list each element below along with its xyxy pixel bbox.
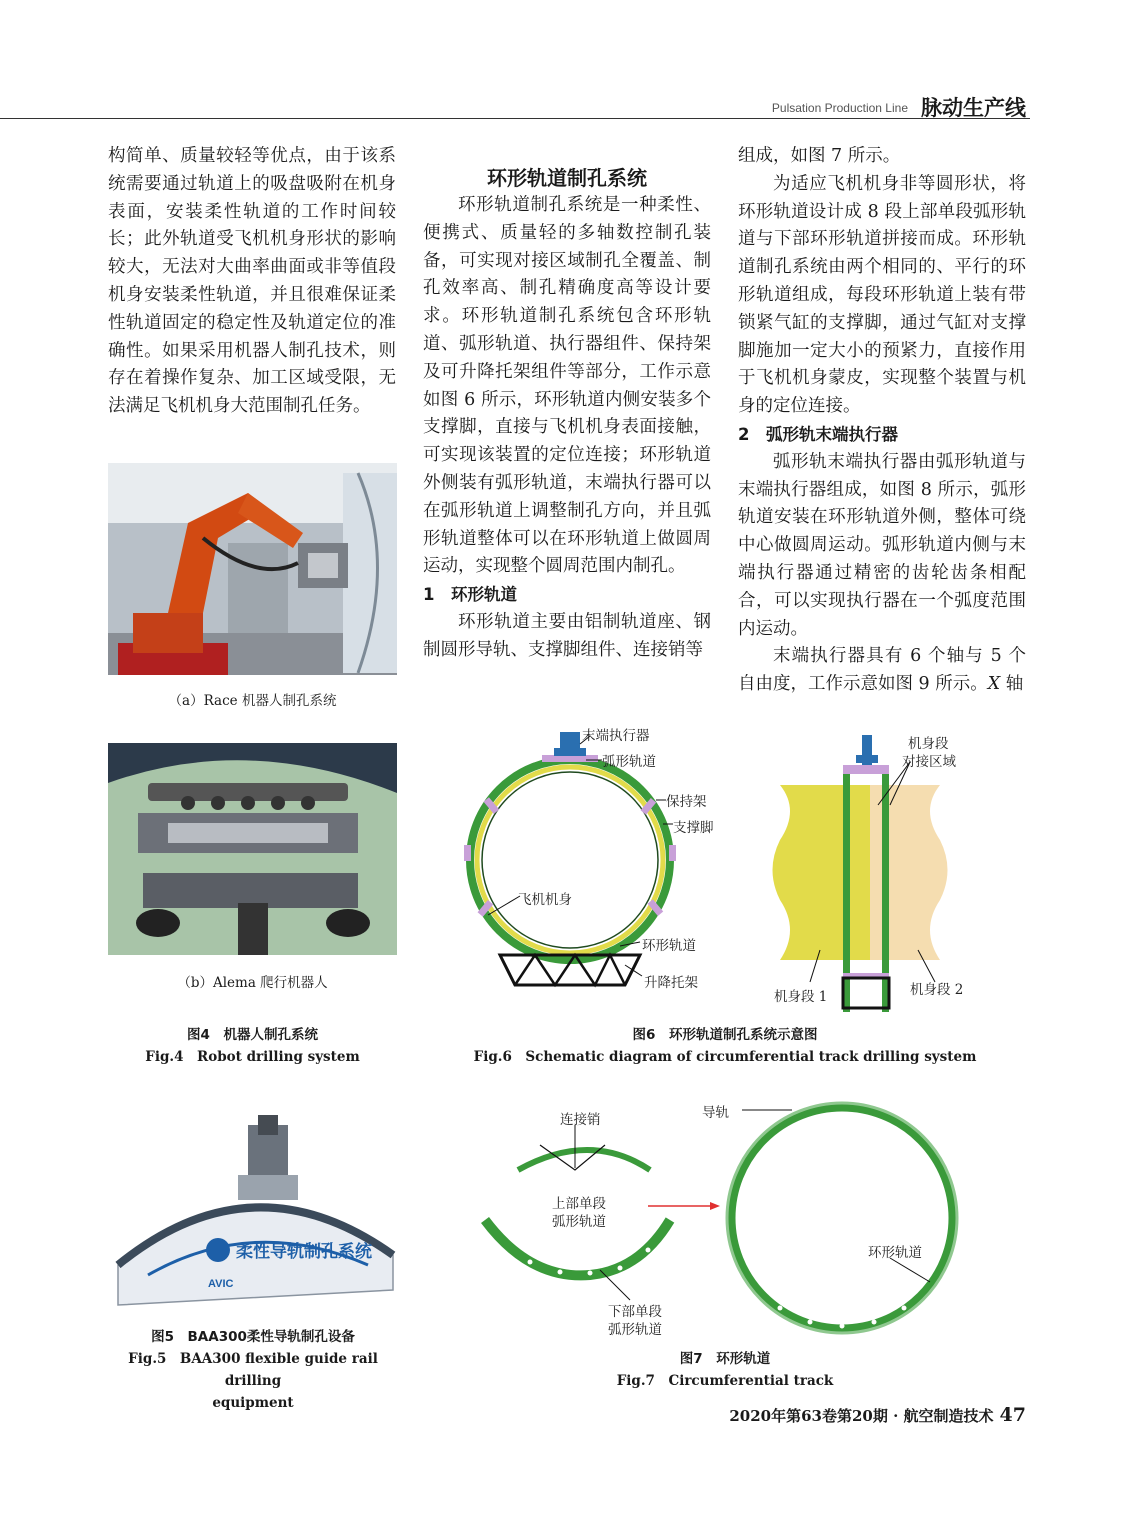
fig7-caption xyxy=(560,1348,890,1392)
col2-paragraph-2: 环形轨道主要由铝制轨道座、钢制圆形导轨、支撑脚组件、连接销等 xyxy=(423,611,711,660)
fig6-label-fuselage: 飞机机身 xyxy=(518,892,572,908)
fig4-caption xyxy=(108,1024,397,1068)
fig5-brand: AVIC xyxy=(208,1278,234,1290)
fig6-label-arc-track: 弧形轨道 xyxy=(602,754,656,770)
fig7-label-lower-1: 下部单段 xyxy=(608,1304,662,1320)
fig7-label-pin: 连接销 xyxy=(560,1112,601,1128)
fig7-ring-track xyxy=(732,1108,952,1328)
fig6-ring-track xyxy=(470,760,670,960)
fig4a-caption: （a）Race 机器人制孔系统 xyxy=(168,693,337,709)
col3-paragraph-2: 弧形轨末端执行器由弧形轨道与末端执行器组成，如图 8 所示，弧形轨道安装在环形轨道外侧，整体可绕中心做圆周运动。弧形轨道内侧与末端执行器通过精密的齿轮齿条相配合，可以实现执行器在一个弧度范围内运动。 xyxy=(738,451,1026,639)
footer xyxy=(729,1404,1026,1426)
fig7-label-lower-2: 弧形轨道 xyxy=(608,1322,662,1338)
fig6-ring-schematic xyxy=(460,720,720,1000)
fig6-label-segment-2: 机身段 2 xyxy=(910,982,964,998)
fig6-label-ring-track: 环形轨道 xyxy=(642,938,696,954)
col2-paragraph-1: 环形轨道制孔系统是一种柔性、便携式、质量轻的多轴数控制孔装备，可实现对接区域制孔全覆盖、制孔效率高、制孔精确度高等设计要求。环形轨道制孔系统包含环形轨道、弧形轨道、执行器组件、保持架及可升降托架组件等部分，工作示意如图 6 所示，环形轨道内侧安装多个支撑脚，直接与飞机机身表面接触，可实现该装置的定位连接；环形轨道外侧装有弧形轨道，末端执行器可以在弧形轨道上调整制孔方向，并且弧形轨道整体可以在环形轨道上做圆周运动，实现整个圆周范围内制孔。 xyxy=(423,195,711,577)
fig6-label-support-foot: 支撑脚 xyxy=(673,820,714,836)
fig6-segment-1 xyxy=(773,785,871,960)
fig6-fuselage xyxy=(482,772,658,948)
fig7-track-drawing xyxy=(470,1090,990,1350)
col3-paragraph-3 xyxy=(738,643,1026,699)
fig7-label-ring: 环形轨道 xyxy=(868,1245,922,1261)
fig4b-photo xyxy=(108,743,397,955)
fig4b-caption: （b）Alema 爬行机器人 xyxy=(177,975,328,991)
fig4-caption-en: Fig.4 Robot drilling system xyxy=(145,1049,360,1065)
fig5-caption xyxy=(108,1326,398,1414)
fig5-caption-en-2: equipment xyxy=(212,1395,294,1411)
col3-paragraph-0: 组成，如图 7 所示。 xyxy=(738,146,901,166)
fig7-label-guide: 导轨 xyxy=(702,1105,729,1121)
fig6-label-lift-bracket: 升降托架 xyxy=(644,975,698,991)
subsection-1-heading: 1 环形轨道 xyxy=(423,585,517,605)
col3-paragraph-3-tail: 轴 xyxy=(1000,674,1024,695)
col3-paragraph-1: 为适应飞机机身非等圆形状，将环形轨道设计成 8 段上部单段弧形轨道与下部环形轨道拼接而成。环形轨道制孔系统由两个相同的、平行的环形轨道组成，每段环形轨道上装有带锁紧气缸的支撑脚，通过气缸对支撑脚施加一定大小的预紧力，直接作用于飞机机身蒙皮，实现整个装置与机身的定位连接。 xyxy=(738,173,1026,417)
fig6-cage xyxy=(477,767,663,953)
fig6-label-cage: 保持架 xyxy=(666,794,707,810)
fig6-caption-en: Fig.6 Schematic diagram of circumferential track drilling system xyxy=(473,1049,977,1065)
fig6-caption-cn: 图6 环形轨道制孔系统示意图 xyxy=(632,1027,818,1043)
fig7-label-upper-1: 上部单段 xyxy=(552,1196,606,1212)
page-number: 47 xyxy=(999,1404,1026,1426)
header-section-en: Pulsation Production Line xyxy=(771,101,908,115)
header-rule xyxy=(0,118,1030,119)
fig5-photo xyxy=(108,1115,398,1310)
fig4a-photo xyxy=(108,463,397,675)
fig5-caption-cn: 图5 BAA300柔性导轨制孔设备 xyxy=(151,1329,355,1345)
baa300-illustration xyxy=(108,1115,398,1310)
alema-crawler-illustration xyxy=(108,743,397,955)
fig6-label-end-effector: 末端执行器 xyxy=(582,728,650,744)
x-axis-symbol: X xyxy=(987,674,1001,695)
fig4-caption-cn: 图4 机器人制孔系统 xyxy=(187,1027,318,1043)
fig7-caption-en: Fig.7 Circumferential track xyxy=(616,1373,834,1389)
subsection-2-heading: 2 弧形轨末端执行器 xyxy=(738,424,898,444)
fig7-caption-cn: 图7 环形轨道 xyxy=(679,1351,771,1367)
column-3 xyxy=(738,143,1026,699)
fig7-label-upper-2: 弧形轨道 xyxy=(552,1214,606,1230)
fig6-label-joint-area-2: 对接区域 xyxy=(902,754,956,770)
fig7-upper-arc xyxy=(518,1150,650,1170)
fig5-caption-en-1: Fig.5 BAA300 flexible guide rail drilling xyxy=(128,1351,378,1389)
fig5-logo-text: 柔性导轨制孔系统 xyxy=(236,1242,372,1262)
race-robot-illustration xyxy=(108,463,397,675)
col1-paragraph: 构简单、质量较轻等优点，由于该系统需要通过轨道上的吸盘吸附在机身表面，安装柔性轨道的工作时间较长；此外轨道受飞机机身形状的影响较大，无法对大曲率曲面或非等值段机身安装柔性轨道，并且很难保证柔性轨道固定的稳定性及轨道定位的准确性。如果采用机器人制孔技术，则存在着操作复杂、加工区域受限，无法满足飞机机身大范围制孔任务。 xyxy=(108,146,396,417)
header-section-cn: 脉动生产线 xyxy=(921,96,1026,120)
col3-paragraph-3-text: 末端执行器具有 6 个轴与 5 个自由度，工作示意如图 9 所示。 xyxy=(738,646,1026,695)
column-1 xyxy=(108,143,396,421)
fig6-segment-2 xyxy=(870,785,948,960)
column-2 xyxy=(423,158,711,665)
fig6-label-joint-area-1: 机身段 xyxy=(908,736,949,752)
footer-journal: 2020年第63卷第20期 · 航空制造技术 xyxy=(729,1407,994,1425)
fig6-caption xyxy=(460,1024,990,1068)
fig6-label-segment-1: 机身段 1 xyxy=(774,989,828,1005)
fig6-side-view xyxy=(770,730,970,1015)
section-heading: 环形轨道制孔系统 xyxy=(487,166,647,190)
